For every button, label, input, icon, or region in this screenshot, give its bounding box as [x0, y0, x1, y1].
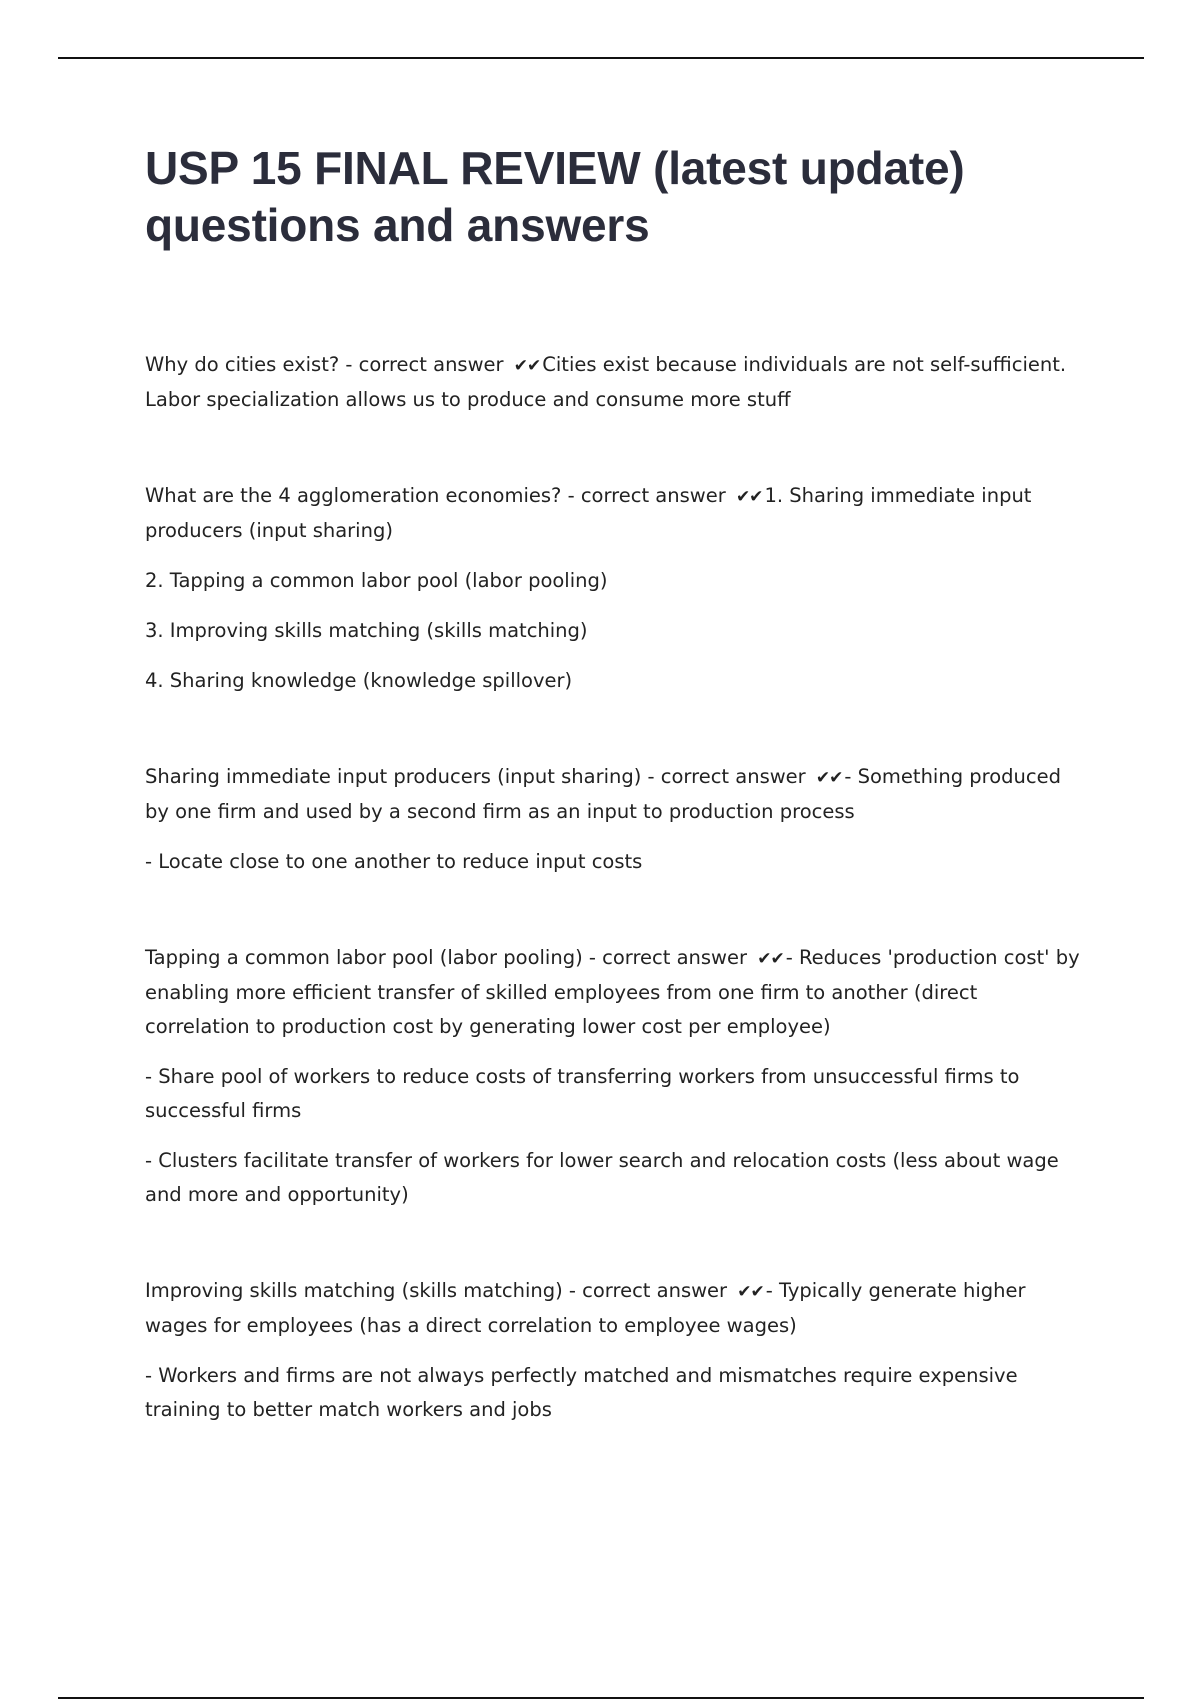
qa-item [145, 348, 1080, 417]
answer-text: 1. Sharing immediate input producers (input sharing) [145, 484, 1032, 542]
answer-line: 3. Improving skills matching (skills matching) [145, 619, 588, 642]
check-icon: ✔✔ [513, 356, 541, 376]
qa-list [145, 348, 1080, 1427]
check-icon: ✔✔ [757, 949, 784, 969]
qa-question-answer [145, 760, 1080, 829]
check-icon: ✔✔ [735, 487, 763, 507]
answer-text: - Typically generate higher wages for employees (has a direct correlation to employee wages) [145, 1279, 1026, 1337]
document-body [145, 140, 1080, 1489]
qa-question-answer [145, 1274, 1080, 1343]
check-icon: ✔✔ [815, 768, 843, 788]
check-icon: ✔✔ [737, 1282, 764, 1302]
document-title: USP 15 FINAL REVIEW (latest update) questions and answers [145, 142, 965, 251]
footer-rule [58, 1697, 1144, 1699]
answer-line: 4. Sharing knowledge (knowledge spillover) [145, 669, 573, 692]
answer-text: - Something produced by one firm and used by a second firm as an input to production process [145, 765, 1062, 823]
qa-item [145, 941, 1080, 1212]
qa-question-answer [145, 941, 1080, 1044]
answer-line: - Workers and firms are not always perfectly matched and mismatches require expensive training to better match workers and jobs [145, 1364, 1018, 1421]
qa-question-answer [145, 479, 1080, 548]
answer-line: - Locate close to one another to reduce input costs [145, 850, 643, 873]
qa-item [145, 1274, 1080, 1427]
header-rule [58, 57, 1144, 59]
answer-line: - Clusters facilitate transfer of workers for lower search and relocation costs (less about wage and more and opportunity) [145, 1149, 1059, 1206]
question-text: Tapping a common labor pool (labor pooling) - correct answer [145, 946, 748, 969]
question-text: Sharing immediate input producers (input sharing) - correct answer [145, 765, 806, 788]
answer-text: Cities exist because individuals are not self-sufficient. Labor specialization allows us to produce and consume more stuff [145, 353, 1067, 411]
question-text: Improving skills matching (skills matching) - correct answer [145, 1279, 728, 1302]
answer-line: - Share pool of workers to reduce costs of transferring workers from unsuccessful firms to successful firms [145, 1065, 1020, 1122]
question-text: What are the 4 agglomeration economies? - correct answer [145, 484, 726, 507]
answer-text: - Reduces 'production cost' by enabling more efficient transfer of skilled employees from one firm to another (direct correlation to production cost by generating lower cost per employee) [145, 946, 1080, 1038]
answer-line: 2. Tapping a common labor pool (labor pooling) [145, 569, 608, 592]
qa-item [145, 479, 1080, 698]
qa-question-answer [145, 348, 1080, 417]
question-text: Why do cities exist? - correct answer [145, 353, 504, 376]
qa-item [145, 760, 1080, 879]
